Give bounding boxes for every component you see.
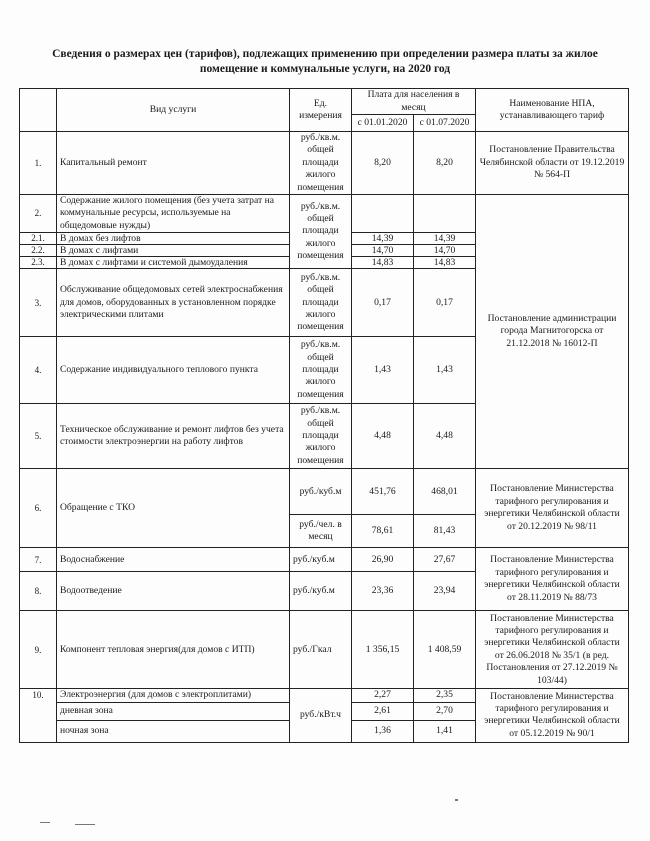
price-jan: 23,36	[352, 572, 414, 611]
price-jul: 8,20	[414, 132, 476, 195]
header-from-jan: с 01.01.2020	[352, 115, 414, 132]
header-from-jul: с 01.07.2020	[414, 115, 476, 132]
service-name: Электроэнергия (для домов с электроплитами)	[57, 689, 290, 702]
unit-per-person: руб./чел. в месяц	[290, 515, 352, 548]
row-number: 6.	[20, 469, 57, 548]
row-number: 1.	[20, 132, 57, 195]
header-row	[20, 89, 629, 115]
service-name: Обслуживание общедомовых сетей электроснабжения для домов, оборудованных в установленном порядке электрическими плитами	[57, 269, 290, 337]
row-number: 7.	[20, 548, 57, 572]
unit: руб./Гкал	[290, 611, 352, 689]
unit: руб./кв.м. общей площади жилого помещения	[290, 132, 352, 195]
npa-reference: Постановление Министерства тарифного регулирования и энергетики Челябинской области от 05.12.2019 № 90/1	[476, 689, 629, 742]
price-jan: 14,70	[352, 245, 414, 257]
service-name: Обращение с ТКО	[57, 469, 290, 548]
unit: руб./кв.м. общей площади жилого помещения	[290, 337, 352, 404]
unit: руб./кв.м. общей площади жилого помещения	[290, 269, 352, 337]
price-jul: 2,70	[414, 702, 476, 720]
service-name: ночная зона	[57, 720, 290, 742]
header-npa: Наименование НПА, устанавливающего тариф	[476, 89, 629, 132]
price-jul: 81,43	[414, 515, 476, 548]
service-name: В домах с лифтами	[57, 245, 290, 257]
scan-artifact	[75, 824, 95, 825]
scan-artifact	[40, 822, 50, 823]
service-name: В домах с лифтами и системой дымоудаления	[57, 257, 290, 269]
price-jul: 4,48	[414, 404, 476, 469]
unit: руб./куб.м	[290, 572, 352, 611]
service-name: Техническое обслуживание и ремонт лифтов без учета стоимости электроэнергии на работу лифтов	[57, 404, 290, 469]
row-number: 2.1.	[20, 233, 57, 245]
price-jan: 4,48	[352, 404, 414, 469]
price-jan: 451,76	[352, 469, 414, 515]
price-jul: 27,67	[414, 548, 476, 572]
price-jan	[352, 195, 414, 233]
table-row	[20, 469, 629, 515]
price-jan: 1,36	[352, 720, 414, 742]
row-number: 5.	[20, 404, 57, 469]
price-jul: 1 408,59	[414, 611, 476, 689]
row-number: 3.	[20, 269, 57, 337]
price-jul: 2,35	[414, 689, 476, 702]
npa-reference: Постановление Министерства тарифного регулирования и энергетики Челябинской области от 28.11.2019 № 88/73	[476, 548, 629, 611]
row-number: 9.	[20, 611, 57, 689]
price-jan: 2,61	[352, 702, 414, 720]
price-jul: 14,83	[414, 257, 476, 269]
table-row	[20, 195, 629, 233]
unit: руб./кВт.ч	[290, 689, 352, 742]
price-jan: 26,90	[352, 548, 414, 572]
price-jan: 1 356,15	[352, 611, 414, 689]
price-jan: 0,17	[352, 269, 414, 337]
price-jul: 1,41	[414, 720, 476, 742]
header-unit: Ед. измерения	[290, 89, 352, 132]
price-jul: 14,70	[414, 245, 476, 257]
price-jan: 2,27	[352, 689, 414, 702]
price-jul: 1,43	[414, 337, 476, 404]
header-no	[20, 89, 57, 132]
service-name: Компонент тепловая энергия(для домов с ИТП)	[57, 611, 290, 689]
service-name: Водоотведение	[57, 572, 290, 611]
table-row	[20, 689, 629, 702]
scan-artifact	[455, 799, 458, 801]
price-jul: 468,01	[414, 469, 476, 515]
price-jul: 23,94	[414, 572, 476, 611]
npa-reference: Постановление администрации города Магнитогорска от 21.12.2018 № 16012-П	[476, 195, 629, 469]
service-name: Содержание жилого помещения (без учета затрат на коммунальные ресурсы, используемые на общедомовые нужды)	[57, 195, 290, 233]
row-number: 2.3.	[20, 257, 57, 269]
document-title: Сведения о размерах цен (тарифов), подлежащих применению при определении размера платы за жилое помещение и коммунальные услуги, на 2020 год	[52, 48, 598, 75]
unit: руб./кв.м. общей площади жилого помещения	[290, 404, 352, 469]
npa-reference: Постановление Правительства Челябинской области от 19.12.2019 № 564-П	[476, 132, 629, 195]
unit: руб./куб.м	[290, 469, 352, 515]
service-name: Содержание индивидуального теплового пункта	[57, 337, 290, 404]
service-name: В домах без лифтов	[57, 233, 290, 245]
price-jul	[414, 195, 476, 233]
tariffs-table	[19, 88, 629, 743]
price-jan: 14,39	[352, 233, 414, 245]
npa-reference: Постановление Министерства тарифного регулирования и энергетики Челябинской области от 20.12.2019 № 98/11	[476, 469, 629, 548]
price-jul: 14,39	[414, 233, 476, 245]
price-jan: 8,20	[352, 132, 414, 195]
price-jan: 78,61	[352, 515, 414, 548]
service-name: Водоснабжение	[57, 548, 290, 572]
row-number: 2.	[20, 195, 57, 233]
row-number: 10.	[20, 689, 57, 742]
price-jan: 1,43	[352, 337, 414, 404]
table-row	[20, 611, 629, 689]
service-name: Капитальный ремонт	[57, 132, 290, 195]
row-number: 2.2.	[20, 245, 57, 257]
npa-reference: Постановление Министерства тарифного регулирования и энергетики Челябинской области от 26.06.2018 № 35/1 (в ред. Постановления от 27.12.2019 № 103/44)	[476, 611, 629, 689]
header-payment-group: Плата для населения в месяц	[352, 89, 476, 115]
table-row	[20, 132, 629, 195]
unit: руб./кв.м. общей площади жилого помещения	[290, 195, 352, 269]
unit: руб./куб.м	[290, 548, 352, 572]
row-number: 4.	[20, 337, 57, 404]
service-name: дневная зона	[57, 702, 290, 720]
price-jan: 14,83	[352, 257, 414, 269]
table-row	[20, 548, 629, 572]
row-number: 8.	[20, 572, 57, 611]
price-jul: 0,17	[414, 269, 476, 337]
header-service: Вид услуги	[57, 89, 290, 132]
